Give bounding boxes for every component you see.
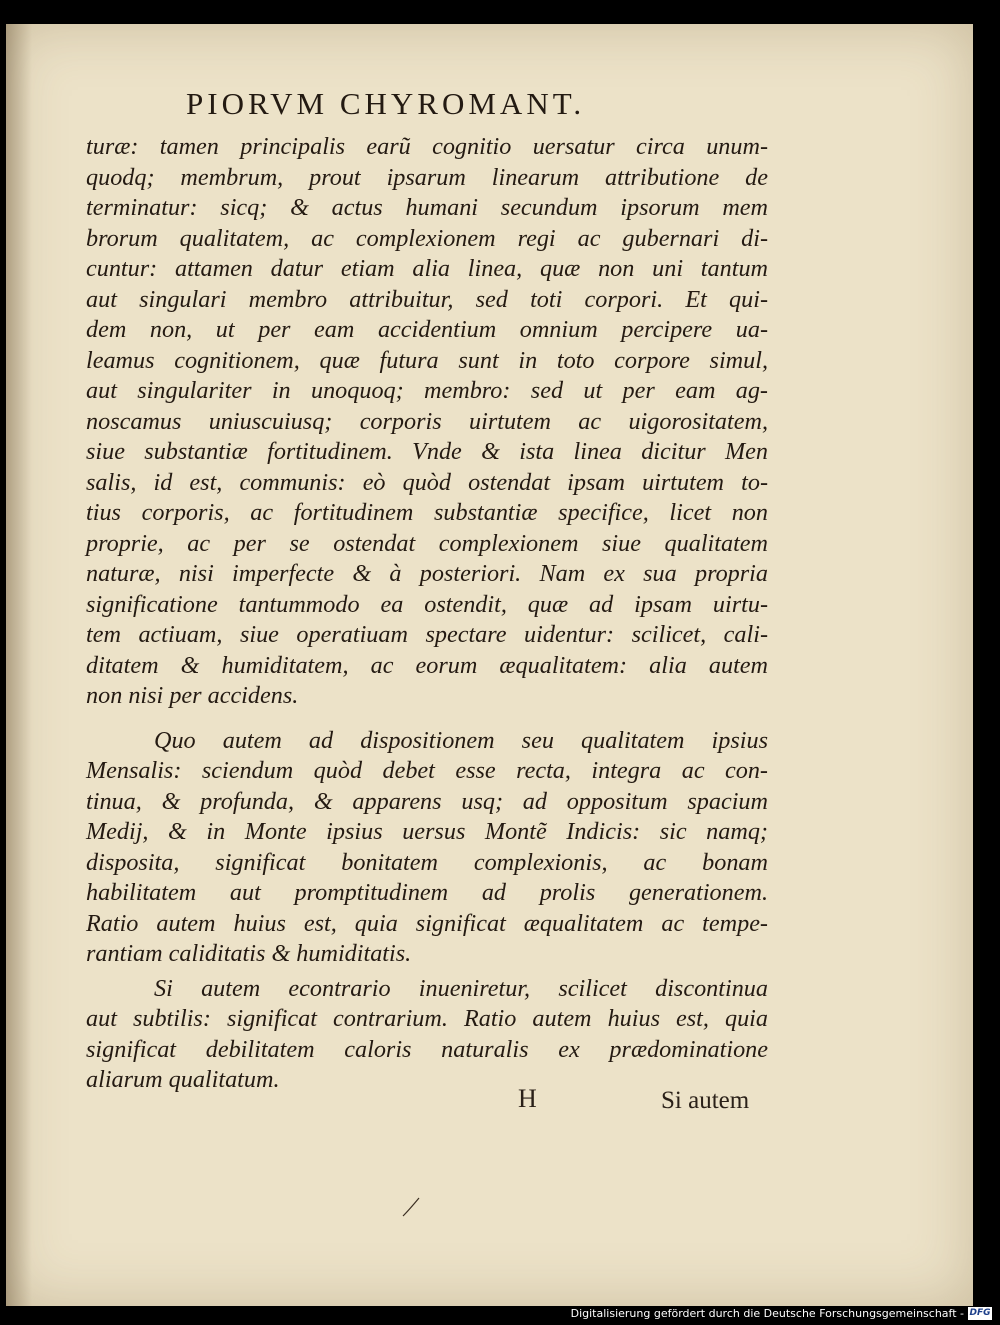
text-line: cuntur: attamen datur etiam alia linea, quæ non uni tantum bbox=[86, 255, 768, 282]
text-line: dem non, ut per eam accidentium omnium percipere ua- bbox=[86, 316, 768, 343]
text-line: non nisi per accidens. bbox=[86, 682, 299, 709]
text-line: tinua, & profunda, & apparens usq; ad oppositum spacium bbox=[86, 787, 768, 815]
text-line: salis, id est, communis: eò quòd ostendat ipsam uirtutem to- bbox=[86, 468, 768, 496]
body-text bbox=[86, 132, 768, 1096]
text-line: aliarum qualitatum. bbox=[86, 1066, 280, 1093]
signature-mark: H bbox=[518, 1084, 537, 1113]
running-head: PIORVM CHYROMANT. bbox=[186, 86, 586, 121]
text-line: proprie, ac per se ostendat complexionem siue qualitatem bbox=[86, 529, 768, 557]
text-line: siue substantiæ fortitudinem. Vnde & ista linea dicitur Men bbox=[86, 438, 768, 465]
text-line: Quo autem ad dispositionem seu qualitatem ipsius bbox=[154, 726, 768, 754]
text-line: terminatur: sicq; & actus humani secundum ipsorum mem bbox=[86, 194, 768, 221]
text-line: brorum qualitatem, ac complexionem regi ac gubernari di- bbox=[86, 224, 768, 252]
catchword: Si autem bbox=[661, 1087, 750, 1114]
paragraph-2 bbox=[86, 726, 768, 970]
dfg-logo: DFG bbox=[969, 1308, 991, 1318]
text-line: Mensalis: sciendum quòd debet esse recta, integra ac con- bbox=[86, 757, 768, 784]
text-line: ditatem & humiditatem, ac eorum æqualitatem: alia autem bbox=[86, 651, 768, 679]
text-line: aut singulariter in unoquoq; membro: sed ut per eam ag- bbox=[86, 377, 768, 404]
book-page bbox=[6, 24, 973, 1306]
text-line: aut singulari membro attribuitur, sed toti corpori. Et qui- bbox=[86, 285, 768, 313]
text-line: tius corporis, ac fortitudinem substantiæ specifice, licet non bbox=[86, 499, 768, 526]
text-line: turæ: tamen principalis earũ cognitio uersatur circa unum- bbox=[86, 133, 768, 160]
text-line: Si autem econtrario inueniretur, scilicet discontinua bbox=[154, 974, 768, 1002]
text-line: disposita, significat bonitatem complexionis, ac bonam bbox=[86, 848, 768, 876]
paragraph-3 bbox=[86, 974, 768, 1096]
text-line: noscamus uniuscuiusq; corporis uirtutem ac uigorositatem, bbox=[86, 407, 768, 435]
pen-mark bbox=[401, 1196, 421, 1218]
digitization-credit: Digitalisierung gefördert durch die Deutsche Forschungsgemeinschaft - bbox=[570, 1307, 964, 1320]
text-line: quodq; membrum, prout ipsarum linearum attributione de bbox=[86, 163, 768, 191]
text-line: tem actiuam, siue operatiuam spectare uidentur: scilicet, cali- bbox=[86, 621, 768, 648]
text-line: significatione tantummodo ea ostendit, quæ ad ipsam uirtu- bbox=[86, 590, 768, 618]
text-line: leamus cognitionem, quæ futura sunt in toto corpore simul, bbox=[86, 346, 768, 374]
text-line: significat debilitatem caloris naturalis ex prædominatione bbox=[86, 1035, 768, 1063]
text-line: rantiam caliditatis & humiditatis. bbox=[86, 940, 412, 967]
paragraph-1 bbox=[86, 132, 768, 712]
text-line: Ratio autem huius est, quia significat æqualitatem ac tempe- bbox=[86, 909, 768, 937]
text-line: Medij, & in Monte ipsius uersus Montẽ Indicis: sic namq; bbox=[86, 818, 768, 845]
text-line: naturæ, nisi imperfecte & à posteriori. Nam ex sua propria bbox=[86, 560, 768, 587]
text-line: aut subtilis: significat contrarium. Ratio autem huius est, quia bbox=[86, 1005, 768, 1032]
text-line: habilitatem aut promptitudinem ad prolis generationem. bbox=[86, 879, 768, 906]
